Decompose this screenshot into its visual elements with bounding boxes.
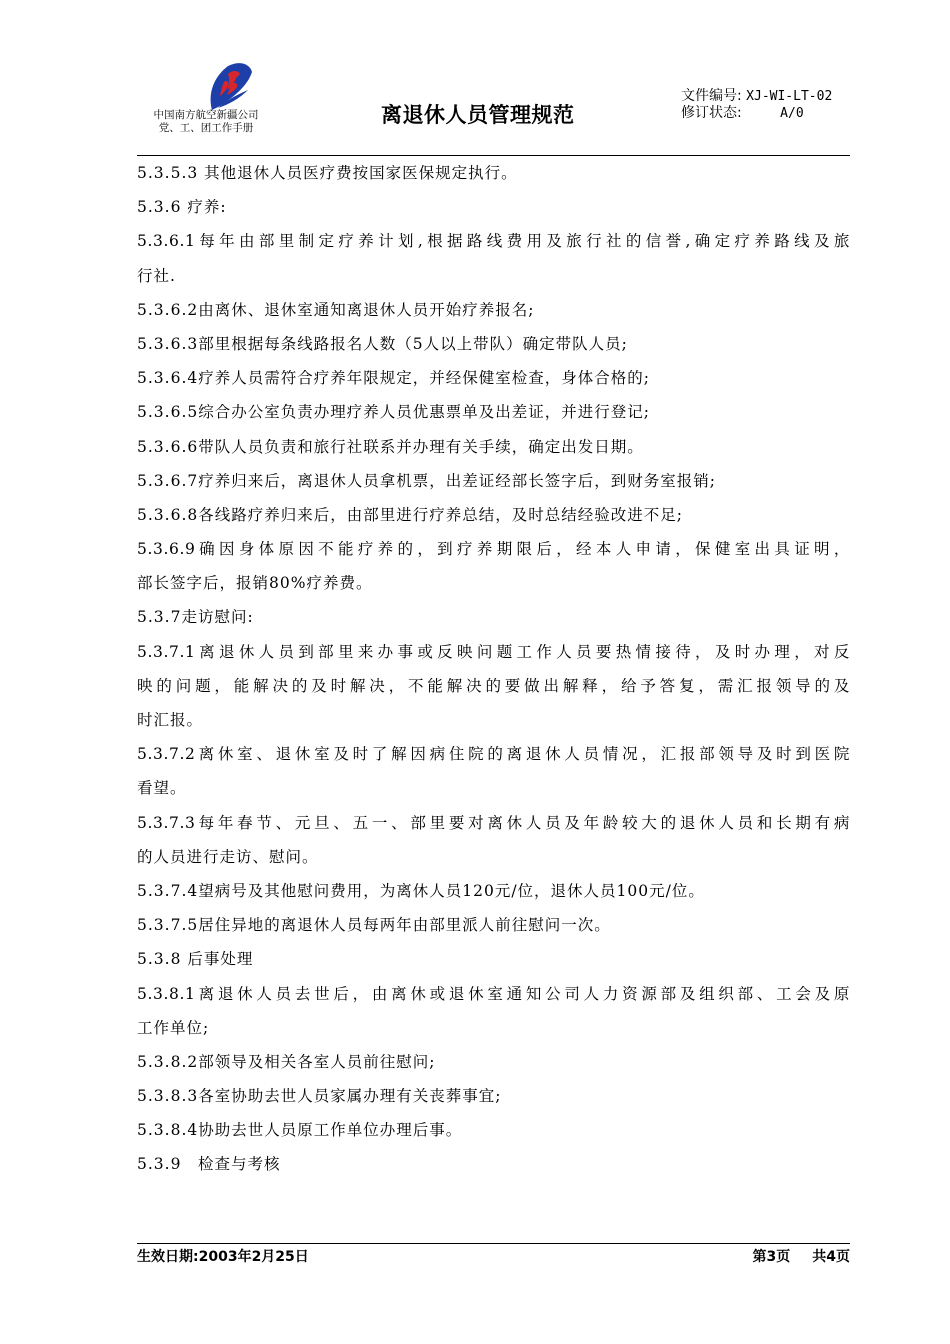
company-name-line1: 中国南方航空新疆公司 bbox=[153, 109, 259, 121]
document-meta bbox=[681, 88, 832, 122]
body-line: 看望。 bbox=[137, 779, 187, 798]
body-line: 5.3.6.4疗养人员需符合疗养年限规定，并经保健室检查，身体合格的; bbox=[137, 369, 650, 388]
company-name-line2: 党、工、团工作手册 bbox=[158, 122, 254, 134]
body-line: 5.3.7.3每年春节、元旦、五一、部里要对离休人员及年龄较大的退休人员和长期有病 bbox=[137, 813, 850, 832]
body-line: 5.3.7.1离退休人员到部里来办事或反映问题工作人员要热情接待，及时办理，对反 bbox=[137, 642, 850, 661]
footer-divider bbox=[137, 1243, 850, 1244]
body-line: 5.3.6.7疗养归来后，离退休人员拿机票，出差证经部长签字后，到财务室报销; bbox=[137, 471, 716, 490]
body-line: 5.3.9 检查与考核 bbox=[137, 1155, 281, 1174]
revision-label: 修订状态: bbox=[681, 105, 742, 121]
doc-number-label: 文件编号: bbox=[681, 88, 742, 104]
body-line: 5.3.8.4协助去世人员原工作单位办理后事。 bbox=[137, 1121, 463, 1140]
body-line: 5.3.6.5综合办公室负责办理疗养人员优惠票单及出差证，并进行登记; bbox=[137, 403, 650, 422]
body-line: 5.3.6.2由离休、退休室通知离退休人员开始疗养报名; bbox=[137, 300, 535, 319]
body-line: 5.3.5.3 其他退休人员医疗费按国家医保规定执行。 bbox=[137, 164, 518, 182]
page-number: 第3页 bbox=[752, 1249, 791, 1265]
body-line: 5.3.7走访慰问: bbox=[137, 608, 254, 627]
body-line: 行社. bbox=[137, 266, 176, 285]
revision-row bbox=[681, 105, 832, 122]
page-indicator bbox=[753, 1246, 851, 1266]
company-name bbox=[136, 109, 276, 135]
body-line: 5.3.6.8各线路疗养归来后，由部里进行疗养总结，及时总结经验改进不足; bbox=[137, 505, 683, 524]
body-line: 时汇报。 bbox=[137, 711, 204, 729]
body-line: 5.3.7.2离休室、退休室及时了解因病住院的离退休人员情况，汇报部领导及时到医院 bbox=[137, 745, 850, 764]
body-line: 的人员进行走访、慰问。 bbox=[137, 847, 319, 866]
body-line: 5.3.8.3各室协助去世人员家属办理有关丧葬事宜; bbox=[137, 1087, 502, 1106]
body-line: 部长签字后，报销80%疗养费。 bbox=[137, 574, 373, 593]
body-line: 5.3.6 疗养: bbox=[137, 198, 227, 217]
body-line: 5.3.6.3部里根据每条线路报名人数（5人以上带队）确定带队人员; bbox=[137, 334, 628, 353]
body-line: 5.3.6.1每年由部里制定疗养计划,根据路线费用及旅行社的信誉,确定疗养路线及旅 bbox=[137, 232, 850, 251]
body-line: 工作单位; bbox=[137, 1018, 210, 1037]
revision-value: A/0 bbox=[780, 106, 804, 121]
document-title: 离退休人员管理规范 bbox=[381, 103, 575, 127]
body-line: 5.3.8.1离退休人员去世后，由离休或退休室通知公司人力资源部及组织部、工会及原 bbox=[137, 984, 850, 1003]
doc-number-value: XJ-WI-LT-02 bbox=[746, 89, 833, 104]
body-line: 5.3.8 后事处理 bbox=[137, 950, 254, 969]
document-body bbox=[137, 156, 850, 1182]
body-line: 5.3.6.6带队人员负责和旅行社联系并办理有关手续，确定出发日期。 bbox=[137, 437, 644, 456]
effective-date: 生效日期:2003年2月25日 bbox=[137, 1249, 309, 1265]
body-line: 映的问题，能解决的及时解决，不能解决的要做出解释，给予答复，需汇报领导的及 bbox=[137, 676, 850, 695]
body-line: 5.3.7.4望病号及其他慰问费用，为离休人员120元/位，退休人员100元/位。 bbox=[137, 881, 705, 900]
body-line: 5.3.8.2部领导及相关各室人员前往慰问; bbox=[137, 1052, 436, 1071]
company-logo-icon bbox=[198, 60, 256, 112]
body-line: 5.3.7.5居住异地的离退休人员每两年由部里派人前往慰问一次。 bbox=[137, 916, 611, 935]
doc-number-row bbox=[681, 88, 832, 105]
body-line: 5.3.6.9确因身体原因不能疗养的，到疗养期限后，经本人申请，保健室出具证明， bbox=[137, 540, 850, 559]
page-total: 共4页 bbox=[812, 1249, 850, 1265]
